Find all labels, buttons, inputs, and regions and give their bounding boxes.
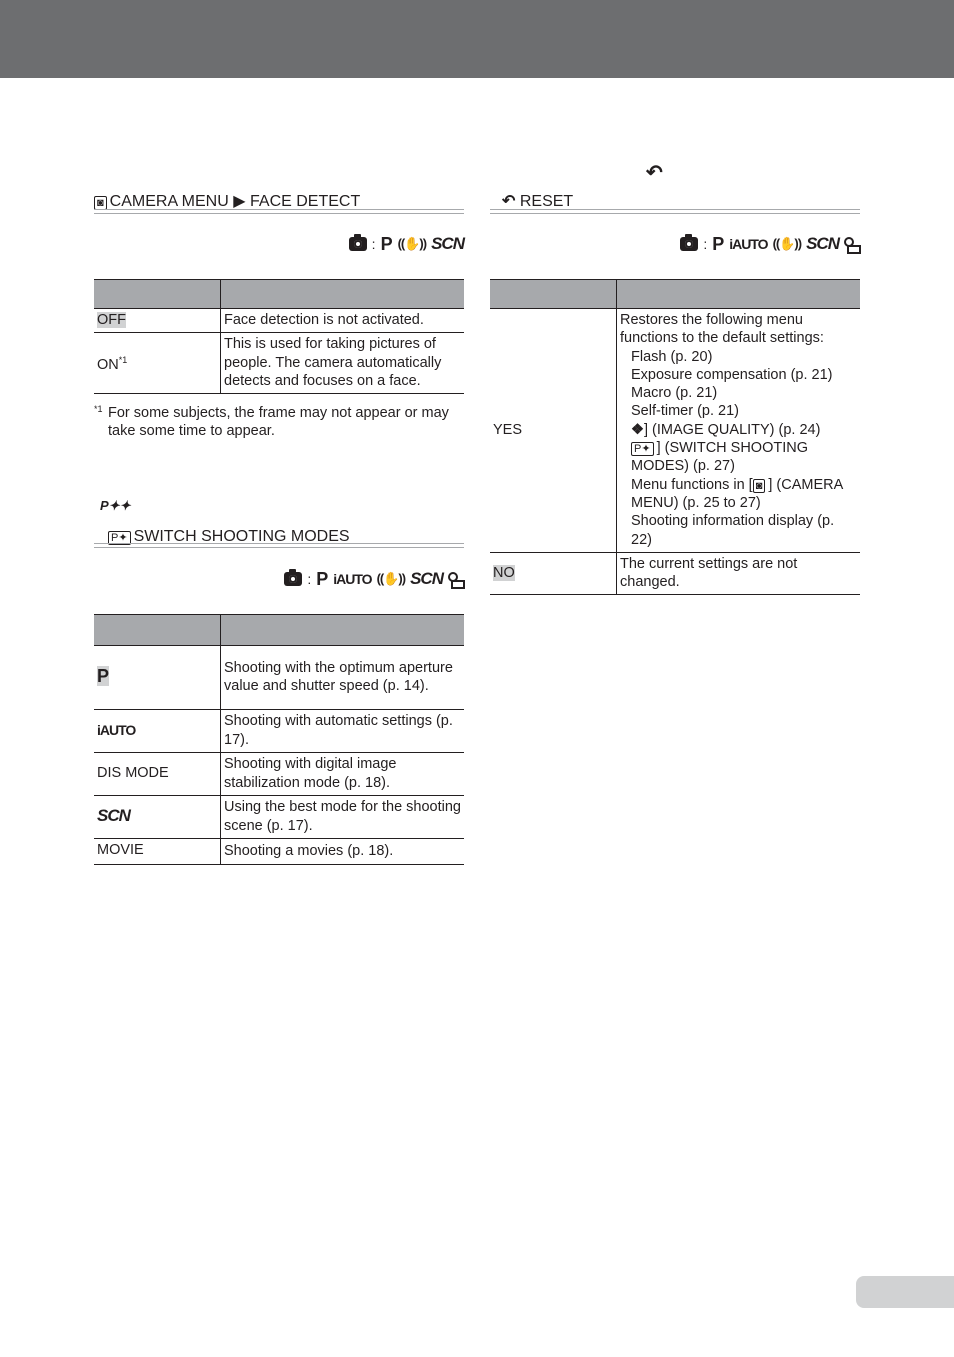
switch-modes-small-icon: P✦: [631, 442, 654, 456]
movie-mode-icon: [448, 572, 464, 586]
option-iauto: iAUTO: [97, 721, 136, 738]
header-label: SWITCH SHOOTING MODES: [133, 528, 350, 545]
table-row: [94, 839, 464, 865]
table-row: [94, 710, 464, 753]
colon: :: [307, 571, 312, 587]
switch-modes-icon: P✦✦: [100, 498, 131, 513]
table-header: [490, 280, 860, 309]
right-column: [490, 0, 860, 700]
colon: :: [371, 236, 376, 252]
switch-modes-table: [94, 614, 464, 865]
reset-icon-large: ↶: [646, 162, 663, 184]
switch-modes-header: [94, 527, 464, 547]
yes-intro: Restores the following menu functions to the default settings:: [620, 312, 824, 347]
header-rule: [490, 213, 860, 214]
table-row: [490, 309, 860, 553]
iauto-mode-icon: iAUTO: [333, 571, 372, 587]
dis-mode-icon: ((✋)): [772, 236, 802, 251]
option-scn: SCN: [97, 805, 130, 825]
switch-modes-small-icon: P✦: [108, 531, 131, 545]
colon: :: [703, 236, 708, 252]
menu-item: FACE DETECT: [250, 193, 361, 210]
reset-item: Macro (p. 21): [631, 385, 718, 402]
header-rule: [94, 213, 464, 214]
arrow-right-icon: ▶: [233, 193, 246, 210]
p-mode-icon: P: [316, 568, 329, 589]
dis-mode-icon: ((✋)): [397, 236, 427, 251]
dis-mode-icon: ((✋)): [376, 571, 406, 586]
reset-item: ] (CAMERA MENU) (p. 25 to 27): [631, 476, 843, 511]
camera-menu-icon: ◙: [94, 196, 107, 210]
face-detect-table: [94, 279, 464, 394]
table-row: [94, 753, 464, 796]
switch-modes-mode-icons: [284, 568, 464, 590]
table-row: [94, 333, 464, 394]
reset-item: ] (SWITCH SHOOTING MODES) (p. 27): [631, 440, 808, 475]
reset-item: ] (IMAGE QUALITY) (p. 24): [644, 421, 821, 438]
table-header: [94, 615, 464, 646]
table-row: [94, 646, 464, 710]
reset-item: Shooting information display (p. 22): [631, 513, 835, 548]
option-description: Shooting a movies (p. 18).: [221, 839, 465, 865]
iauto-mode-icon: iAUTO: [729, 236, 768, 252]
face-detect-mode-icons: [349, 233, 464, 255]
menu-path: CAMERA MENU: [109, 193, 229, 210]
left-column: [94, 0, 464, 900]
footnote: [94, 404, 464, 441]
table-row: [490, 552, 860, 595]
option-on: ON: [97, 357, 119, 373]
option-no: NO: [493, 565, 515, 581]
option-description: Shooting with the optimum aperture value and shutter speed (p. 14).: [221, 646, 465, 710]
footnote-ref: *1: [118, 355, 128, 366]
option-description: This is used for taking pictures of people. The camera automatically detects and focuses on a face.: [221, 333, 465, 394]
scn-mode-icon: SCN: [431, 234, 464, 253]
option-description: The current settings are not changed.: [617, 552, 861, 595]
footnote-mark: *1: [94, 404, 103, 414]
option-description: Using the best mode for the shooting scene (p. 17).: [221, 796, 465, 839]
option-yes: YES: [490, 309, 617, 553]
image-quality-icon: ❖: [631, 421, 644, 438]
table-header: [94, 280, 464, 309]
camera-icon: [349, 237, 367, 251]
camera-icon: [284, 572, 302, 586]
option-description: Shooting with automatic settings (p. 17).: [221, 710, 465, 753]
option-description: Shooting with digital image stabilization mode (p. 18).: [221, 753, 465, 796]
reset-mode-icons: [680, 233, 860, 255]
reset-item: Exposure compensation (p. 21): [631, 366, 833, 383]
header-rule: [94, 543, 464, 544]
camera-menu-icon: ◙: [753, 479, 766, 493]
header-rule: [490, 209, 860, 210]
option-dis-mode: DIS MODE: [94, 753, 221, 796]
option-description: Face detection is not activated.: [221, 309, 465, 333]
reset-icon: ↶: [502, 193, 516, 210]
option-p: P: [97, 665, 110, 686]
header-rule: [94, 547, 464, 548]
option-movie: MOVIE: [94, 839, 221, 865]
reset-item: Flash (p. 20): [631, 348, 713, 365]
table-row: [94, 796, 464, 839]
scn-mode-icon: SCN: [410, 569, 443, 588]
reset-item: Self-timer (p. 21): [631, 403, 739, 420]
page-tab: [856, 1276, 954, 1308]
header-label: RESET: [519, 193, 574, 210]
footnote-text: For some subjects, the frame may not appear or may take some time to appear.: [108, 405, 449, 440]
table-row: [94, 309, 464, 333]
movie-mode-icon: [844, 237, 860, 251]
p-mode-icon: P: [380, 233, 393, 254]
reset-item: Menu functions in [: [631, 476, 753, 493]
reset-table: [490, 279, 860, 595]
camera-icon: [680, 237, 698, 251]
scn-mode-icon: SCN: [806, 234, 839, 253]
option-off: OFF: [97, 312, 126, 328]
p-mode-icon: P: [712, 233, 725, 254]
header-rule: [94, 209, 464, 210]
